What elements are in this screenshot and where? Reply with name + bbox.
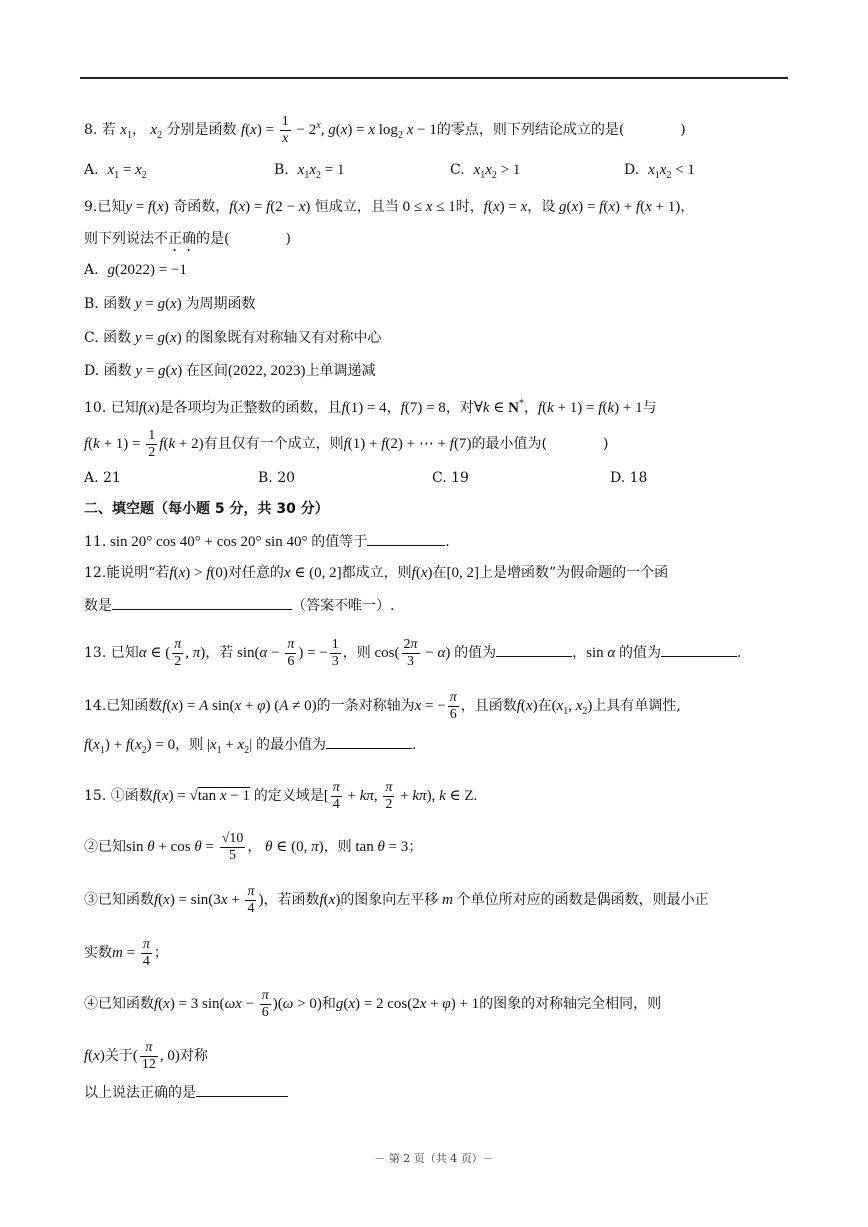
- question-8: 8. 若 $x_1$， $x_2$ 分别是函数 f(x) = $\frac{1}{x}$ − $2^x$, g(x) = x $\log_2 x - 1$的零点，则下列结论成立的是( ): [84, 114, 686, 146]
- question-15: 15. ①函数f(x) = √tan x − 1 的定义域是[ $\frac{\pi}{4}$ + kπ, $\frac{\pi}{2}$ + kπ), k ∈ Z.: [84, 780, 478, 812]
- question-11: 11. sin 20° cos 40° + cos 20° sin 40° 的值等于 .: [84, 531, 450, 552]
- q15-conclusion: 以上说法正确的是: [84, 1082, 288, 1103]
- answer-blank[interactable]: [496, 642, 572, 657]
- question-14: 14.已知函数f(x) = A sin(x + φ) (A ≠ 0)的一条对称轴为x = − $\frac{\pi}{6}$ ，且函数f(x)在($x_1$, $x_2$)上具有单调性,: [84, 690, 681, 722]
- header-rule: [80, 77, 788, 79]
- q9-option-c: C. 函数 y = g(x) 的图象既有对称轴又有对称中心: [84, 330, 382, 346]
- q15-statement-4: ④已知函数f(x) = 3 sin(ωx − $\frac{\pi}{6}$ )(ω > 0)和g(x) = 2 cos(2x + φ) + 1的图象的对称轴完全相同，则: [84, 988, 662, 1020]
- q15-statement-4-line-2: f(x)关于( $\frac{\pi}{12}$ , 0)对称: [84, 1040, 208, 1072]
- q10-option-b: B. 20: [258, 470, 296, 486]
- page-footer: － 第 2 页（共 4 页）－: [374, 1152, 494, 1165]
- answer-blank[interactable]: [326, 734, 412, 749]
- q10-option-c: C. 19: [432, 470, 469, 486]
- q15-statement-2: ②已知sin θ + cos θ = $\frac{√10}{5}$ ， θ ∈ (0, π)，则 tan θ = 3；: [84, 831, 423, 863]
- question-14-line-2: $f(x_1) + f(x_2) = 0$，则 $|x_1 + x_2|$ 的最小值为 .: [84, 734, 416, 761]
- q8-option-c: C. $x_1x_2 > 1$: [450, 162, 521, 181]
- answer-blank[interactable]: [196, 1082, 288, 1097]
- q8-option-b: B. $x_1x_2 = 1$: [274, 162, 345, 181]
- q15-statement-3-line-2: 实数m = $\frac{\pi}{4}$ ；: [84, 937, 168, 969]
- question-13: 13. 已知α ∈ ( $\frac{\pi}{2}$ , π)，若 sin(α − $\frac{\pi}{6}$ ) = − $\frac{1}{3}$ ，则 cos( $\frac{2\pi}{3}$ − α) 的值为 ，sin α 的值为 .: [84, 637, 742, 669]
- answer-blank[interactable]: [367, 531, 445, 546]
- answer-blank[interactable]: [661, 642, 737, 657]
- question-12-line-2: 数是 （答案不唯一）.: [84, 595, 394, 616]
- q9-option-b: B. 函数 y = g(x) 为周期函数: [84, 296, 256, 312]
- q9-option-d: D. 函数 y = g(x) 在区间(2022, 2023)上单调递减: [84, 363, 376, 379]
- question-9: 9.已知y = f(x) 奇函数，f(x) = f(2 − x) 恒成立，且当 0 ≤ x ≤ 1时，f(x) = x，设 g(x) = f(x) + f(x + 1)，: [84, 199, 695, 215]
- q10-option-d: D. 18: [610, 470, 648, 486]
- answer-blank[interactable]: [112, 595, 292, 610]
- q10-option-a: A. 21: [84, 470, 121, 486]
- q15-statement-3: ③已知函数f(x) = sin(3x + $\frac{\pi}{4}$ )，若函数f(x)的图象向左平移 m 个单位所对应的函数是偶函数，则最小正: [84, 884, 709, 916]
- q8-option-a: A. $x_1 = x_2$: [84, 162, 147, 181]
- q8-option-d: D. $x_1x_2 < 1$: [624, 162, 695, 181]
- question-10-line-2: f(k + 1) = $\frac{1}{2}$ f(k + 2)有且仅有一个成立，则f(1) + f(2) + ⋯ + f(7)的最小值为( ): [84, 428, 609, 460]
- question-12: 12.能说明“若f(x) > f(0)对任意的x ∈ (0, 2]都成立，则f(x)在[0, 2]上是增函数”为假命题的一个函: [84, 565, 669, 581]
- question-9-line-2: 则下列说法不正确的是( ): [84, 231, 291, 247]
- q9-option-a: A. g(2022) = −1: [84, 262, 187, 278]
- section-heading: 二、填空题（每小题 5 分，共 30 分）: [84, 501, 329, 517]
- question-10: 10. 已知f(x)是各项均为正整数的函数，且f(1) = 4，f(7) = 8，对∀k ∈ N*，f(k + 1) = f(k) + 1与: [84, 398, 657, 416]
